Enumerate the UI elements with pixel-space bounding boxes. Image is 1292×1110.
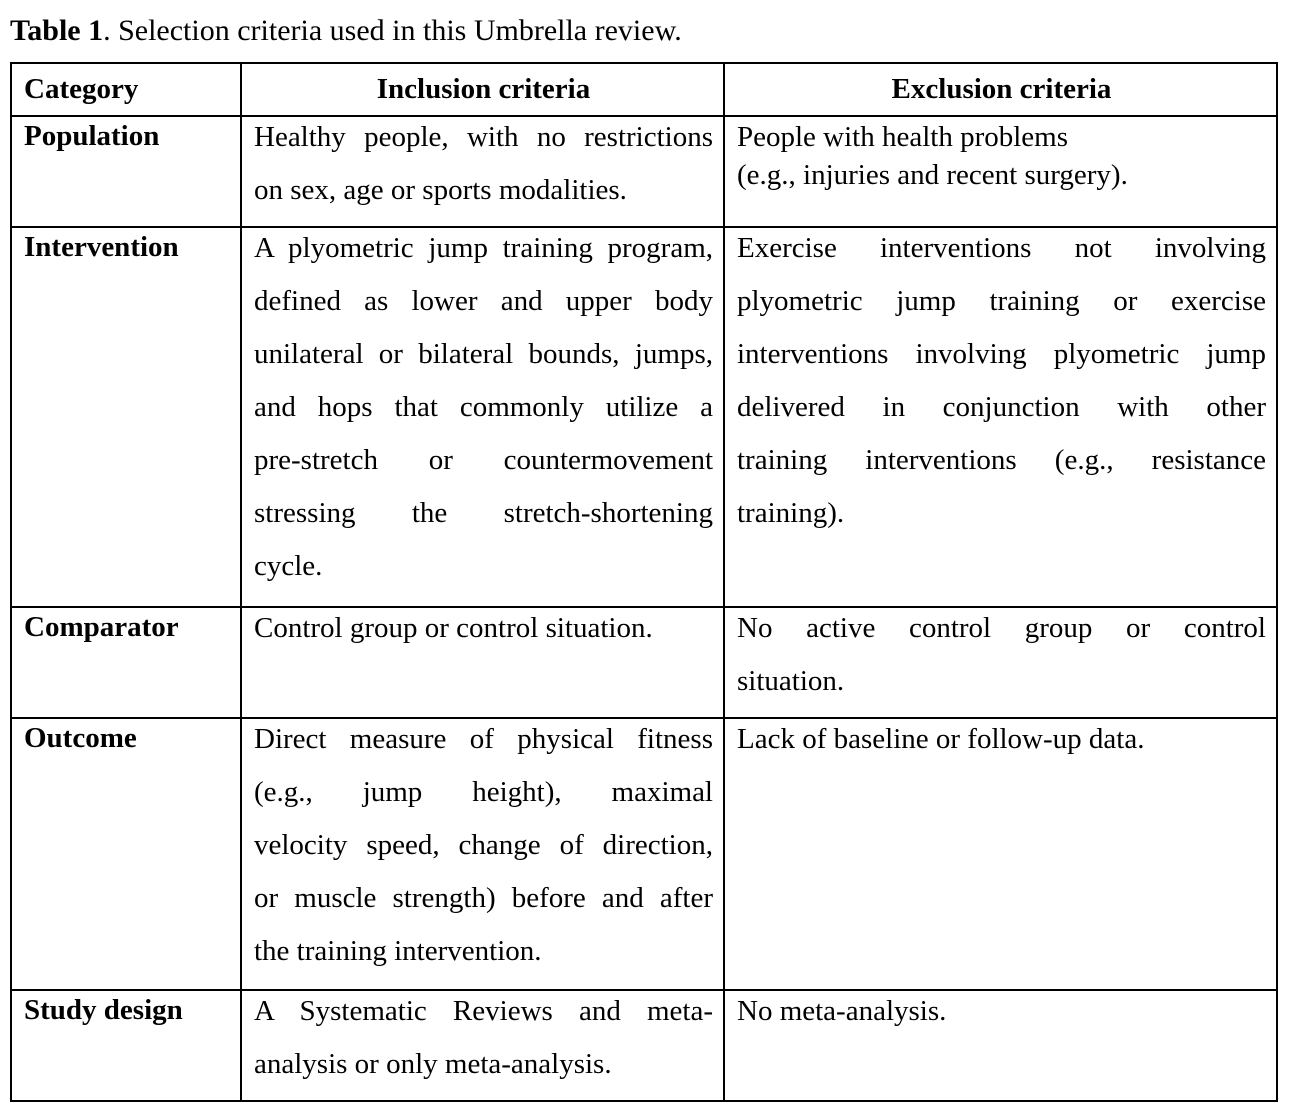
table-caption-text: . Selection criteria used in this Umbrella review. <box>103 14 682 47</box>
cell-text: A Systematic Reviews and meta- analysis or only meta-analysis. <box>254 995 713 1080</box>
table-row-comparator <box>11 607 1277 718</box>
cell-text: No meta-analysis. <box>737 995 947 1027</box>
cell-text: Direct measure of physical fitness (e.g., jump height), maximal velocity speed, change of direction, or muscle strength) before and after the training intervention. <box>254 723 713 967</box>
cell-text: Control group or control situation. <box>254 612 653 644</box>
cell-text: A plyometric jump training program, defined as lower and upper body unilateral or bilateral bounds, jumps, and hops that commonly utilize a pre-stretch or countermovement stressing the stretch-shortening cycle. <box>254 232 713 582</box>
column-header-inclusion: Inclusion criteria <box>241 63 724 116</box>
category-cell: Study design <box>11 990 241 1101</box>
exclusion-cell <box>724 227 1277 607</box>
inclusion-cell <box>241 116 724 227</box>
cell-text: Lack of baseline or follow-up data. <box>737 723 1145 755</box>
cell-text: No active control group or control situation. <box>737 612 1266 697</box>
category-cell: Population <box>11 116 241 227</box>
table-row-outcome <box>11 718 1277 990</box>
category-cell: Intervention <box>11 227 241 607</box>
cell-text: People with health problems (e.g., injuries and recent surgery). <box>737 121 1128 191</box>
inclusion-cell <box>241 990 724 1101</box>
table-caption <box>10 13 1282 49</box>
column-header-exclusion: Exclusion criteria <box>724 63 1277 116</box>
table-row-study-design <box>11 990 1277 1101</box>
exclusion-cell <box>724 116 1277 227</box>
inclusion-cell <box>241 227 724 607</box>
inclusion-cell <box>241 718 724 990</box>
table-row-intervention <box>11 227 1277 607</box>
header-row <box>11 63 1277 116</box>
inclusion-cell <box>241 607 724 718</box>
category-cell: Comparator <box>11 607 241 718</box>
exclusion-cell <box>724 990 1277 1101</box>
selection-criteria-table <box>10 62 1278 1102</box>
exclusion-cell <box>724 718 1277 990</box>
cell-text: Healthy people, with no restrictions on sex, age or sports modalities. <box>254 121 713 206</box>
category-cell: Outcome <box>11 718 241 990</box>
exclusion-cell <box>724 607 1277 718</box>
cell-text: Exercise interventions not involving plyometric jump training or exercise interventions involving plyometric jump delivered in conjunction with other training interventions (e.g., resistance training). <box>737 232 1266 529</box>
table-caption-label: Table 1 <box>10 14 104 47</box>
table-row-population <box>11 116 1277 227</box>
column-header-category: Category <box>11 63 241 116</box>
